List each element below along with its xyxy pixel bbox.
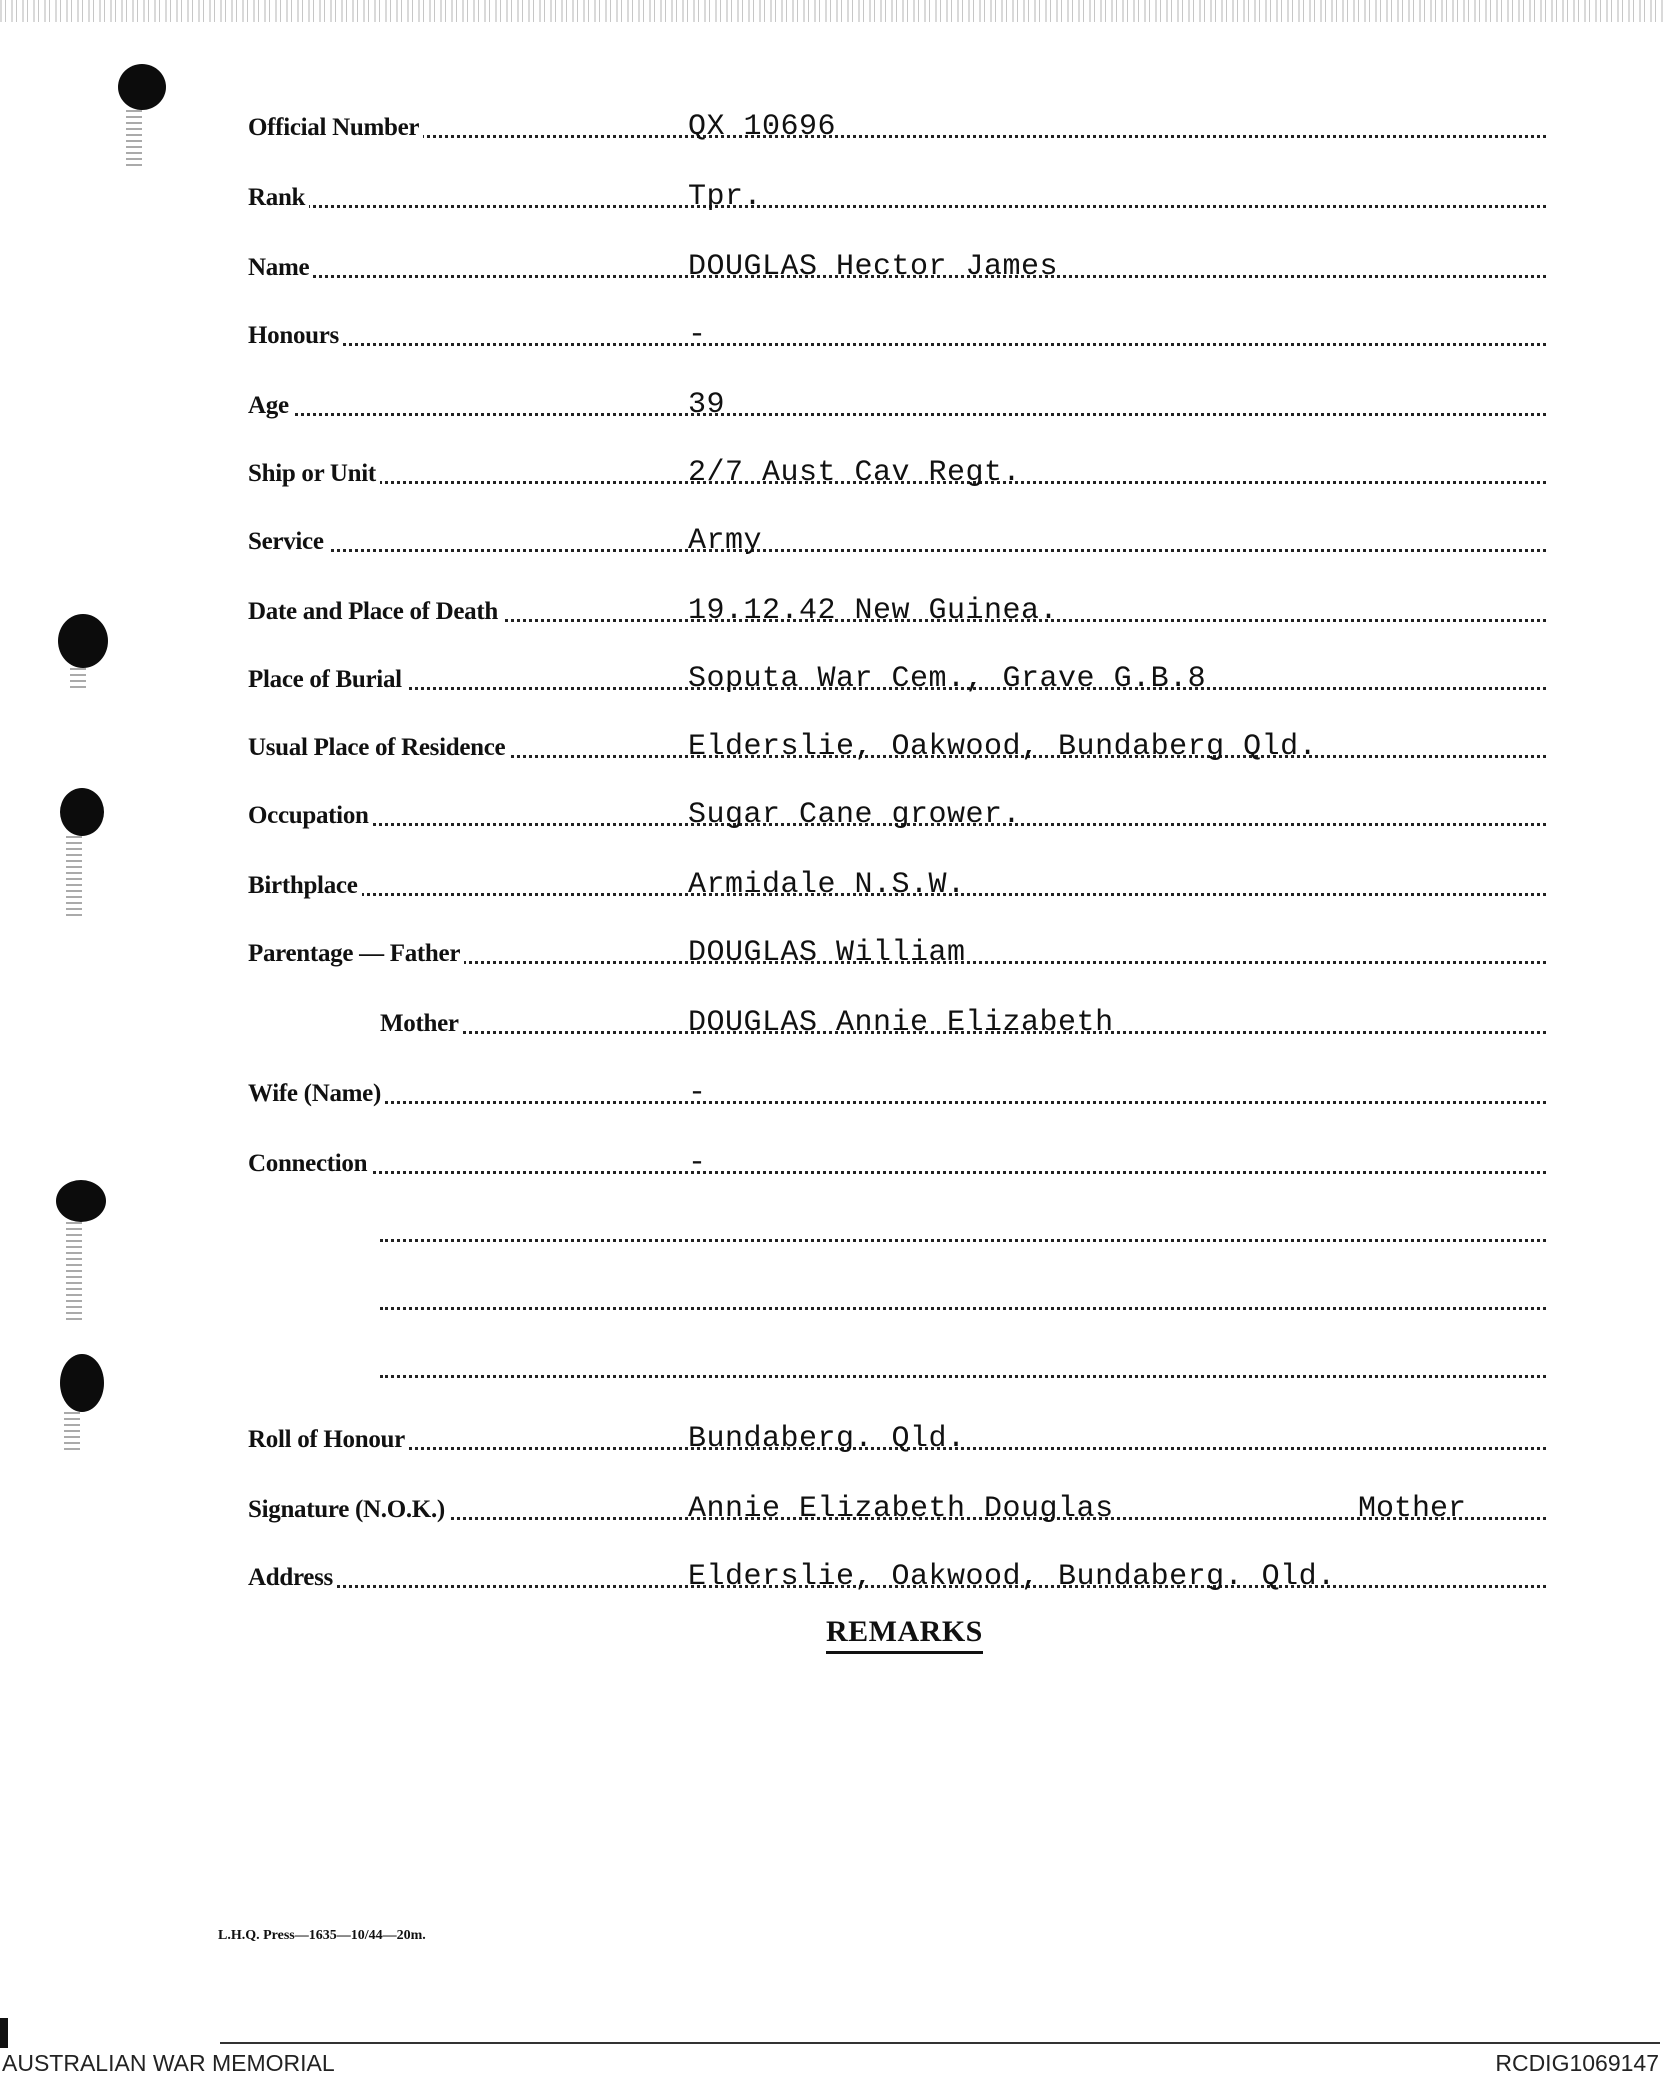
- punch-hole-trace-1: [126, 110, 142, 170]
- punch-hole-2: [58, 614, 108, 668]
- remarks-heading: REMARKS: [826, 1615, 983, 1654]
- value-official-number: QX 10696: [688, 110, 837, 144]
- row-honours: [248, 304, 1546, 354]
- value-parentage-father: DOUGLAS William: [688, 936, 966, 970]
- row-ship-or-unit: [248, 442, 1546, 492]
- value-honours: -: [688, 318, 707, 352]
- value-signature-nok: Annie Elizabeth Douglas: [688, 1492, 1114, 1526]
- row-service: [248, 510, 1546, 560]
- label-birthplace: Birthplace: [248, 872, 362, 900]
- punch-hole-trace-3: [66, 836, 82, 916]
- row-age: [248, 374, 1546, 424]
- row-name: [248, 236, 1546, 286]
- bottom-rule: [220, 2042, 1660, 2044]
- label-signature-nok: Signature (N.O.K.): [248, 1496, 449, 1524]
- row-rank: [248, 166, 1546, 216]
- row-place-of-burial: [248, 648, 1546, 698]
- scan-corner-mark: [0, 2018, 8, 2048]
- value-name: DOUGLAS Hector James: [688, 250, 1059, 284]
- dotted-line: [248, 549, 1546, 552]
- punch-hole-4: [56, 1180, 106, 1222]
- dotted-line: [380, 1375, 1546, 1378]
- row-blank-line-3: [380, 1336, 1546, 1386]
- row-connection: [248, 1132, 1546, 1182]
- label-place-of-burial: Place of Burial: [248, 666, 406, 694]
- punch-hole-1: [118, 64, 166, 110]
- label-connection: Connection: [248, 1150, 371, 1178]
- punch-hole-trace-5: [64, 1412, 80, 1452]
- value-address: Elderslie, Oakwood, Bundaberg. Qld.: [688, 1560, 1336, 1594]
- dotted-line: [248, 1171, 1546, 1174]
- label-date-place-death: Date and Place of Death: [248, 598, 502, 626]
- scan-edge-noise: [0, 0, 1665, 22]
- row-parentage-father: [248, 922, 1546, 972]
- value-birthplace: Armidale N.S.W.: [688, 868, 966, 902]
- value-roll-of-honour: Bundaberg. Qld.: [688, 1422, 966, 1456]
- punch-hole-5: [60, 1354, 104, 1412]
- row-signature-nok: [248, 1478, 1546, 1528]
- row-blank-line-1: [380, 1200, 1546, 1250]
- value-place-of-burial: Soputa War Cem., Grave G.B.8: [688, 662, 1207, 696]
- label-address: Address: [248, 1564, 337, 1592]
- punch-hole-trace-4: [66, 1222, 82, 1322]
- row-usual-residence: [248, 716, 1546, 766]
- value-wife-name: -: [688, 1076, 707, 1110]
- row-wife-name: [248, 1062, 1546, 1112]
- value-service: Army: [688, 524, 763, 558]
- row-date-place-death: [248, 580, 1546, 630]
- label-wife-name: Wife (Name): [248, 1080, 385, 1108]
- value-ship-or-unit: 2/7 Aust Cav Regt.: [688, 456, 1022, 490]
- label-service: Service: [248, 528, 328, 556]
- dotted-line: [248, 205, 1546, 208]
- dotted-line: [380, 1307, 1546, 1310]
- value-date-place-death: 19.12.42 New Guinea.: [688, 594, 1059, 628]
- dotted-line: [248, 343, 1546, 346]
- label-parentage-father: Parentage — Father: [248, 940, 464, 968]
- punch-hole-trace-2: [70, 668, 86, 692]
- value-mother: DOUGLAS Annie Elizabeth: [688, 1006, 1114, 1040]
- value-rank: Tpr.: [688, 180, 763, 214]
- value-signature-relation: Mother: [1357, 1492, 1466, 1526]
- label-honours: Honours: [248, 322, 343, 350]
- row-address: [248, 1546, 1546, 1596]
- value-occupation: Sugar Cane grower.: [688, 798, 1022, 832]
- label-age: Age: [248, 392, 293, 420]
- value-usual-residence: Elderslie, Oakwood, Bundaberg Qld.: [688, 730, 1318, 764]
- label-occupation: Occupation: [248, 802, 373, 830]
- footer-institution: AUSTRALIAN WAR MEMORIAL: [2, 2050, 335, 2076]
- label-mother: Mother: [380, 1010, 463, 1038]
- row-birthplace: [248, 854, 1546, 904]
- label-rank: Rank: [248, 184, 309, 212]
- value-connection: -: [688, 1146, 707, 1180]
- dotted-line: [248, 413, 1546, 416]
- value-age: 39: [688, 388, 726, 422]
- label-ship-or-unit: Ship or Unit: [248, 460, 380, 488]
- row-roll-of-honour: [248, 1408, 1546, 1458]
- footer-record-id: RCDIG1069147: [1495, 2050, 1659, 2076]
- punch-hole-3: [60, 788, 104, 836]
- row-official-number: [248, 96, 1546, 146]
- row-occupation: [248, 784, 1546, 834]
- dotted-line: [248, 1101, 1546, 1104]
- label-usual-residence: Usual Place of Residence: [248, 734, 509, 762]
- row-blank-line-2: [380, 1268, 1546, 1318]
- dotted-line: [380, 1239, 1546, 1242]
- dotted-line: [248, 135, 1546, 138]
- printer-imprint: L.H.Q. Press—1635—10/44—20m.: [218, 1928, 426, 1943]
- row-mother: [380, 992, 1546, 1042]
- label-roll-of-honour: Roll of Honour: [248, 1426, 409, 1454]
- label-name: Name: [248, 254, 313, 282]
- label-official-number: Official Number: [248, 114, 423, 142]
